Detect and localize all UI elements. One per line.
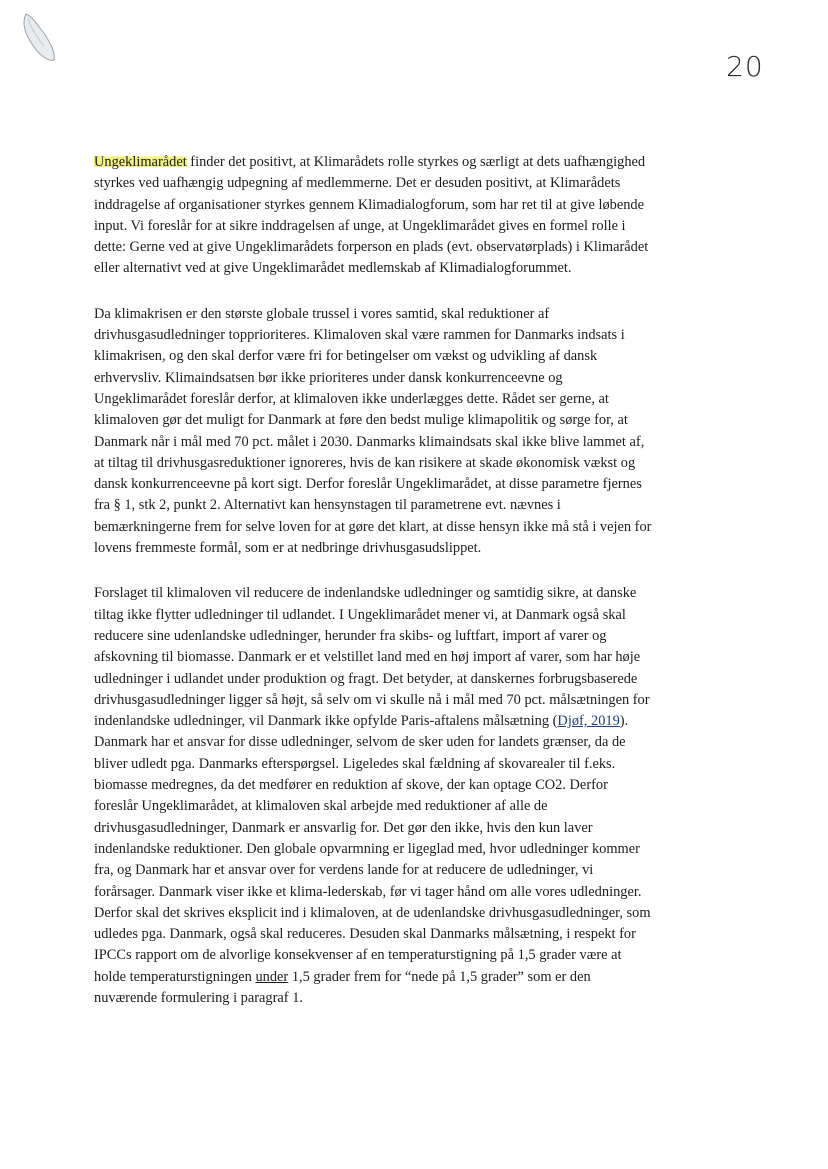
text-line: drivhusgasudledninger ligger så højt, så selv om vi skulle nå i mål med 70 pct. målsætningen for — [94, 691, 650, 708]
text-line: Forslaget til klimaloven vil reducere de indenlandske udledninger og samtidig sikre, at danske — [94, 585, 637, 602]
text-line: IPCCs rapport om de alvorlige konsekvenser af en temperaturstigning på 1,5 grader være at — [94, 947, 622, 964]
text-line: at tiltag til drivhusgasreduktioner ignoreres, hvis de kan risikere at skade økonomisk vækst og — [94, 454, 636, 471]
text-line: eller alternativt ved at give Ungeklimarådet medlemskab af Klimadialogforummet. — [94, 260, 572, 277]
text-line: forårsager. Danmark viser ikke et klima-lederskab, før vi tager hånd om alle vores udledninger. — [94, 883, 642, 900]
text-line: reducere sine udenlandske udledninger, herunder fra skibs- og luftfart, import af varer og — [94, 627, 607, 644]
text-line: erhvervsliv. Klimaindsatsen bør ikke prioriteres under dansk konkurrenceevne og — [94, 369, 563, 386]
text-line: tiltag ikke flytter udledninger til udlandet. I Ungeklimarådet mener vi, at Danmark også skal — [94, 606, 626, 623]
paragraph-2 — [94, 304, 736, 560]
text-line: holde temperaturstigningen under 1,5 grader frem for “nede på 1,5 grader” som er den — [94, 968, 591, 985]
text-line: Ungeklimarådet finder det positivt, at Klimarådets rolle styrkes og særligt at dets uafhængighed — [94, 154, 646, 170]
text-line: afskovning til biomasse. Danmark er et velstillet land med en høj import af varer, som har høje — [94, 649, 641, 666]
text-line: bemærkningerne frem for selve loven for at gøre det klart, at disse hensyn ikke må stå i vejen for — [94, 518, 652, 535]
document-body — [94, 152, 736, 1033]
text-line: Ungeklimarådet foreslår derfor, at klimaloven ikke underlægges dette. Rådet ser gerne, at — [94, 390, 609, 407]
text-line: lovens fremmeste formål, som er at nedbringe drivhusgasudslippet. — [94, 540, 482, 557]
text-line: Danmark har et ansvar for disse udledninger, selvom de sker uden for landets grænser, da de — [94, 734, 626, 751]
highlighted-text: Ungeklimarådet — [94, 154, 187, 170]
text-line: bliver udledt pga. Danmarks efterspørgsel. Ligeledes skal fældning af skovarealer til f.eks. — [94, 755, 616, 772]
text-line: indenlandske udledninger, vil Danmark ikke opfylde Paris-aftalens målsætning (Djøf, 2019). — [94, 713, 629, 730]
text-line: foreslår Ungeklimarådet, at klimaloven skal arbejde med reduktioner af alle de — [94, 798, 548, 815]
page-number: 20 — [726, 50, 764, 83]
text-line: klimakrisen, og den skal derfor være fri for betingelser om vækst og udvikling af dansk — [94, 348, 598, 365]
text-line: udledninger i udlandet under produktion og fragt. Det betyder, at danskernes forbrugsbaserede — [94, 670, 638, 687]
citation-link[interactable]: Djøf, 2019 — [557, 713, 620, 730]
text-line: udledes pga. Danmark, også skal reduceres. Desuden skal Danmarks målsætning, i respekt for — [94, 926, 636, 943]
text-line: Derfor skal det skrives eksplicit ind i klimaloven, at de udenlandske drivhusgasudledninger, som — [94, 904, 651, 921]
paragraph-3 — [94, 583, 736, 1009]
text-line: dette: Gerne ved at give Ungeklimarådets forperson en plads (evt. observatørplads) i Klimarådet — [94, 239, 649, 256]
text-line: styrkes ved uafhængig udpegning af medlemmerne. Det er desuden positivt, at Klimarådets — [94, 175, 621, 192]
text-line: dansk konkurrenceevne på kort sigt. Derfor foreslår Ungeklimarådet, at disse parametre fjernes — [94, 476, 642, 493]
text-line: nuværende formulering i paragraf 1. — [94, 989, 303, 1006]
text-line: fra, og Danmark har et ansvar over for verdens lande for at reducere de udledninger, vi — [94, 862, 594, 879]
text-line: Da klimakrisen er den største globale trussel i vores samtid, skal reduktioner af — [94, 305, 550, 322]
text-line: drivhusgasudledninger, Danmark er ansvarlig for. Det gør den ikke, hvis den kun laver — [94, 819, 593, 836]
text-line: drivhusgasudledninger topprioriteres. Klimaloven skal være rammen for Danmarks indsats i — [94, 327, 625, 344]
paragraph-1 — [94, 152, 736, 280]
text-line: Danmark når i mål med 70 pct. målet i 2030. Danmarks klimaindsats skal ikke blive lammet af, — [94, 433, 645, 450]
text-line: indenlandske reduktioner. Den globale opvarmning er ligeglad med, hvor udledninger kommer — [94, 840, 640, 857]
text-line: fra § 1, stk 2, punkt 2. Alternativt kan hensynstagen til parametrene evt. nævnes i — [94, 497, 561, 514]
text-line: biomasse medregnes, da det medfører en reduktion af skove, der kan optage CO2. Derfor — [94, 777, 608, 794]
text-line: input. Vi foreslår for at sikre inddragelsen af unge, at Ungeklimarådet gives en formel rolle i — [94, 217, 626, 234]
paper-clip-mark — [18, 12, 58, 64]
text-line: inddragelse af organisationer styrkes gennem Klimadialogforum, som har ret til at give løbende — [94, 196, 645, 213]
text-line: klimaloven gør det muligt for Danmark at føre den bedst mulige klimapolitik og sørge for, at — [94, 412, 628, 429]
underlined-word: under — [255, 968, 289, 985]
